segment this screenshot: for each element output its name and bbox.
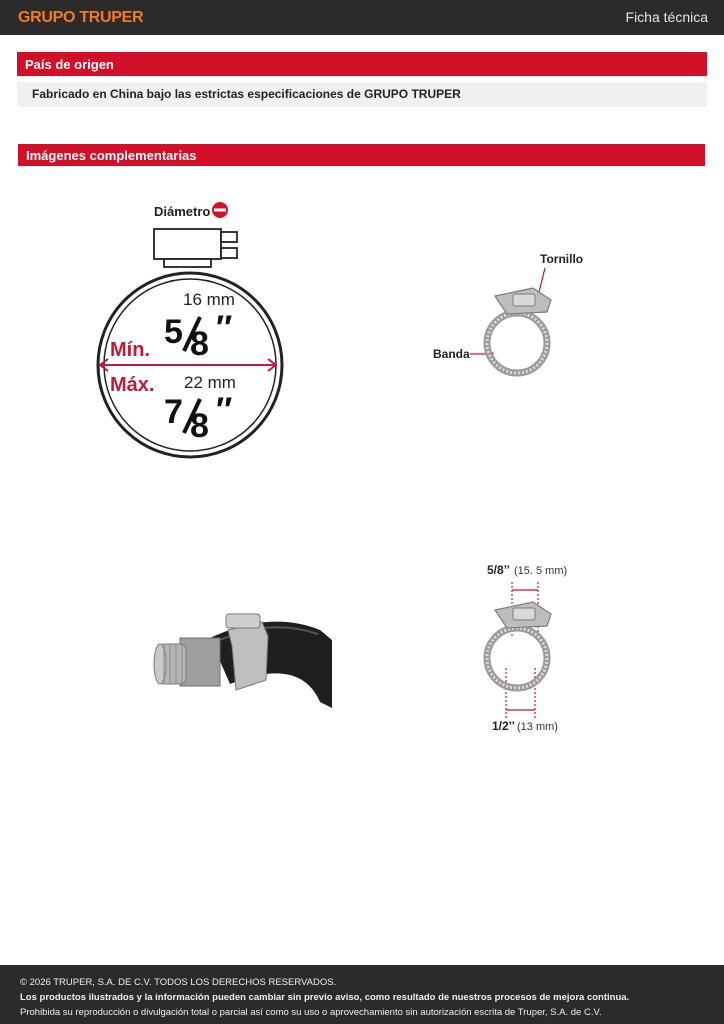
band-label: Banda bbox=[433, 347, 470, 361]
min-label: Mín. bbox=[110, 339, 150, 361]
min-fraction-denominator: 8 bbox=[190, 325, 209, 363]
minus-circle-icon bbox=[212, 202, 228, 218]
clamp-outline bbox=[154, 229, 237, 267]
diameter-diagram bbox=[80, 195, 300, 470]
footer bbox=[0, 965, 724, 1024]
svg-text:″: ″ bbox=[216, 391, 233, 429]
top-dimension: 5/8’’ bbox=[487, 563, 510, 577]
max-mm: 22 mm bbox=[184, 373, 236, 392]
top-dimension-mm: (15. 5 mm) bbox=[514, 565, 568, 577]
reproduction-notice: Prohibida su reproducción o divulgación total o parcial así como su uso o aprovechamiento sin autorización escrita de Truper, S.A. de C.V. bbox=[20, 1007, 602, 1018]
max-fraction-numerator: 7 bbox=[164, 393, 183, 431]
min-mm: 16 mm bbox=[183, 290, 235, 309]
origin-section-title: País de origen bbox=[17, 52, 707, 76]
top-bar bbox=[0, 0, 724, 35]
svg-text:″: ″ bbox=[216, 309, 233, 347]
copyright: © 2026 TRUPER, S.A. DE C.V. TODOS LOS DERECHOS RESERVADOS. bbox=[20, 977, 337, 988]
dimensions-diagram bbox=[470, 558, 600, 743]
bottom-dimension-mm: (13 mm) bbox=[517, 721, 558, 733]
max-label: Máx. bbox=[110, 374, 155, 396]
parts-diagram bbox=[425, 248, 595, 383]
max-fraction-denominator: 8 bbox=[190, 407, 209, 445]
screw-label: Tornillo bbox=[540, 252, 584, 266]
hose-photo bbox=[150, 600, 332, 708]
brand-logo: GRUPO TRUPER bbox=[18, 9, 144, 26]
min-fraction-numerator: 5 bbox=[164, 313, 183, 351]
origin-text: Fabricado en China bajo las estrictas especificaciones de GRUPO TRUPER bbox=[17, 82, 707, 107]
disclaimer: Los productos ilustrados y la información pueden cambiar sin previo aviso, como resultado de nuestros procesos de mejora continua. bbox=[20, 992, 630, 1003]
diameter-label: Diámetro bbox=[154, 204, 211, 219]
hose-clamp-image bbox=[487, 602, 551, 688]
bottom-dimension: 1/2’’ bbox=[492, 719, 515, 733]
hose-clamp-image bbox=[487, 288, 551, 373]
document-type: Ficha técnica bbox=[625, 9, 708, 25]
images-section-title: Imágenes complementarias bbox=[18, 144, 705, 166]
